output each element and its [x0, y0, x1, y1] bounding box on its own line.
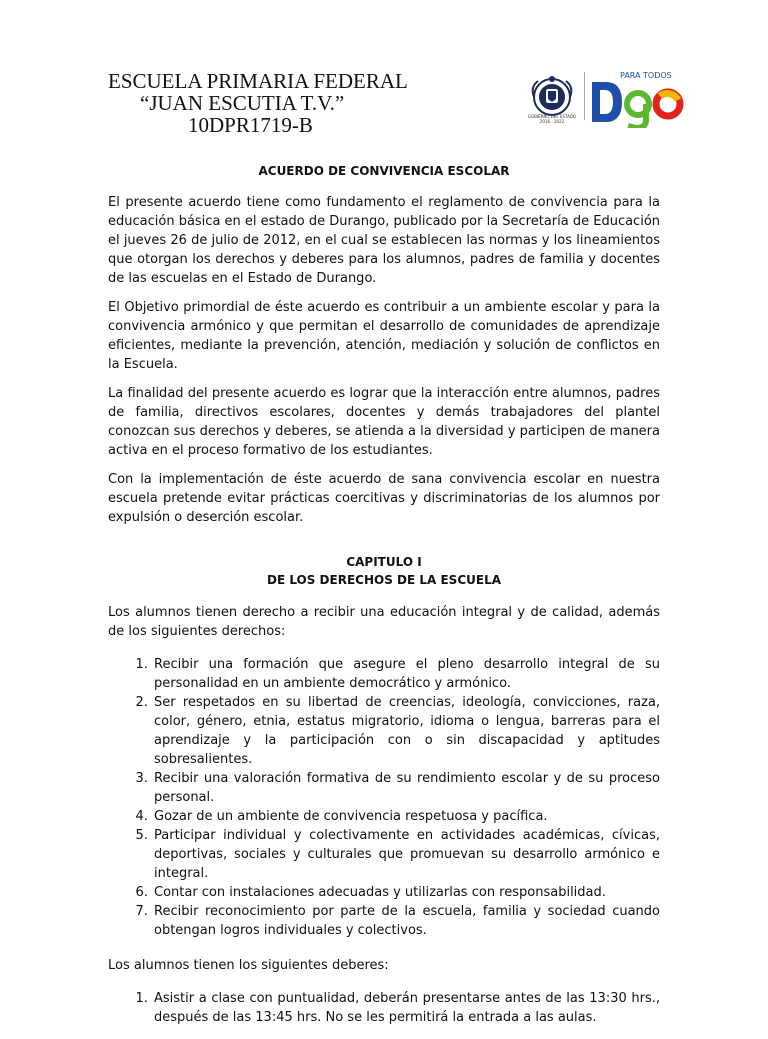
chapter-number: CAPITULO I: [346, 555, 422, 569]
document-title: ACUERDO DE CONVIVENCIA ESCOLAR: [258, 164, 510, 178]
list-item: 1. Asistir a clase con puntualidad, deberán presentarse antes de las 13:30 hrs., después de las 13:45 hrs. No se les permitirá la entrada a las aulas.: [152, 989, 660, 1027]
school-code: 10DPR1719-B: [188, 113, 313, 137]
duties-intro: Los alumnos tienen los siguientes deberes:: [108, 958, 389, 973]
chapter-heading: [108, 553, 660, 589]
rights-list: [108, 655, 660, 940]
duties-list: [108, 989, 660, 1027]
intro-paragraph: Con la implementación de éste acuerdo de sana convivencia escolar en nuestra escuela pretende evitar prácticas coercitivas y discriminatorias de los alumnos por expulsión o deserción escolar.: [108, 472, 660, 525]
logos: [526, 62, 686, 132]
logo-divider: [584, 72, 585, 120]
list-item: 5. Participar individual y colectivamente en actividades académicas, cívicas, deportivas, sociales y culturales que promuevan su desarrollo armónico e integral.: [152, 826, 660, 883]
school-subtitle: “JUAN ESCUTIA T.V.”: [140, 91, 345, 115]
list-item: 6. Contar con instalaciones adecuadas y utilizarlas con responsabilidad.: [152, 883, 660, 902]
list-item: 4. Gozar de un ambiente de convivencia respetuosa y pacífica.: [152, 807, 660, 826]
school-header: [108, 70, 408, 136]
intro-paragraph: El Objetivo primordial de éste acuerdo es contribuir a un ambiente escolar y para la convivencia armónico y que permitan el desarrollo de comunidades de aprendizaje eficientes, mediante la prevención, atención, mediación y solución de conflictos en la Escuela.: [108, 300, 660, 372]
rights-intro: Los alumnos tienen derecho a recibir una educación integral y de calidad, además de los siguientes derechos:: [108, 605, 660, 639]
seal-caption: GOBIERNO DEL ESTADO 2016 - 2022: [527, 114, 577, 124]
list-item: 2. Ser respetados en su libertad de creencias, ideología, convicciones, raza, color, género, etnia, estatus migratorio, idioma o lengua, barreras para el aprendizaje y la participación con o sin discapacidad y aptitudes sobresalientes.: [152, 693, 660, 769]
document-body: [108, 162, 660, 1039]
dgo-small-text: PARA TODOS: [620, 71, 672, 80]
school-name: ESCUELA PRIMARIA FEDERAL: [108, 69, 408, 93]
chapter-title: DE LOS DERECHOS DE LA ESCUELA: [266, 573, 501, 587]
dgo-para-todos-logo: [590, 66, 686, 128]
intro-paragraph: La finalidad del presente acuerdo es lograr que la interacción entre alumnos, padres de familia, directivos escolares, docentes y demás trabajadores del plantel conozcan sus derechos y deberes, se atienda a la diversidad y participen de manera activa en el proceso formativo de los estudiantes.: [108, 386, 660, 458]
list-item: 7. Recibir reconocimiento por parte de la escuela, familia y sociedad cuando obtengan logros individuales y colectivos.: [152, 902, 660, 940]
list-item: 1. Recibir una formación que asegure el pleno desarrollo integral de su personalidad en un ambiente democrático y armónico.: [152, 655, 660, 693]
intro-paragraph: El presente acuerdo tiene como fundamento el reglamento de convivencia para la educación básica en el estado de Durango, publicado por la Secretaría de Educación el jueves 26 de julio de 2012, en el cual se establecen las normas y los lineamientos que otorgan los derechos y deberes para los alumnos, padres de familia y docentes de las escuelas en el Estado de Durango.: [108, 195, 661, 286]
list-item: 3. Recibir una valoración formativa de su rendimiento escolar y de su proceso personal.: [152, 769, 660, 807]
